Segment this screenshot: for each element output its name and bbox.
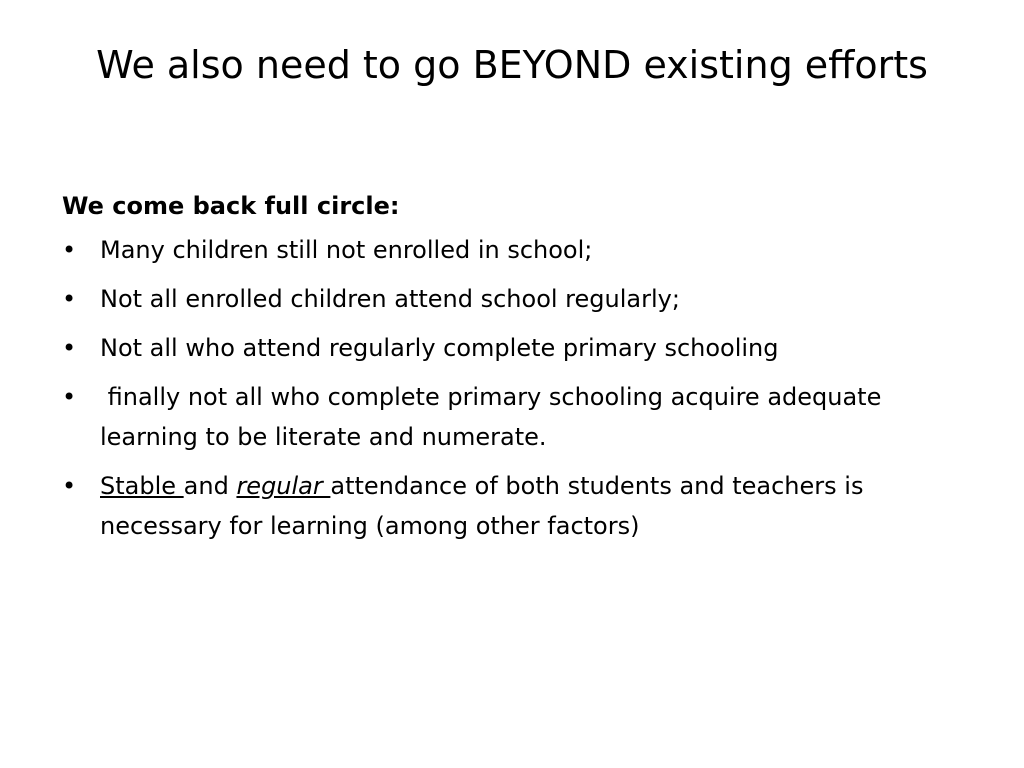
bullet-text: Many children still not enrolled in school; [100,236,593,264]
slide-title: We also need to go BEYOND existing efforts [96,43,928,87]
attendance-text: attendance of both students and teachers is necessary for learning (among other factors) [100,472,864,540]
bullet-dot-icon: • [62,383,77,411]
bullet-item [62,328,962,368]
bullet-text: finally not all who complete primary schooling acquire adequate learning to be literate and numerate. [100,383,889,451]
intro-heading: We come back full circle: [62,192,400,220]
bullet-text: Not all enrolled children attend school regularly; [100,285,680,313]
bullet-text [100,472,863,540]
bullet-dot-icon: • [62,285,77,313]
bullet-dot-icon: • [62,334,77,362]
slide-body [62,188,962,555]
bullet-text: Not all who attend regularly complete primary schooling [100,334,779,362]
bullet-dot-icon: • [62,472,77,500]
bullet-item [62,377,962,457]
regular-emphasis: regular [236,472,331,500]
bullet-list [62,230,962,546]
bullet-item [62,230,962,270]
bullet-item [62,466,962,546]
stable-emphasis: Stable [100,472,184,500]
bullet-item [62,279,962,319]
and-text: and [183,472,237,500]
bullet-dot-icon: • [62,236,77,264]
